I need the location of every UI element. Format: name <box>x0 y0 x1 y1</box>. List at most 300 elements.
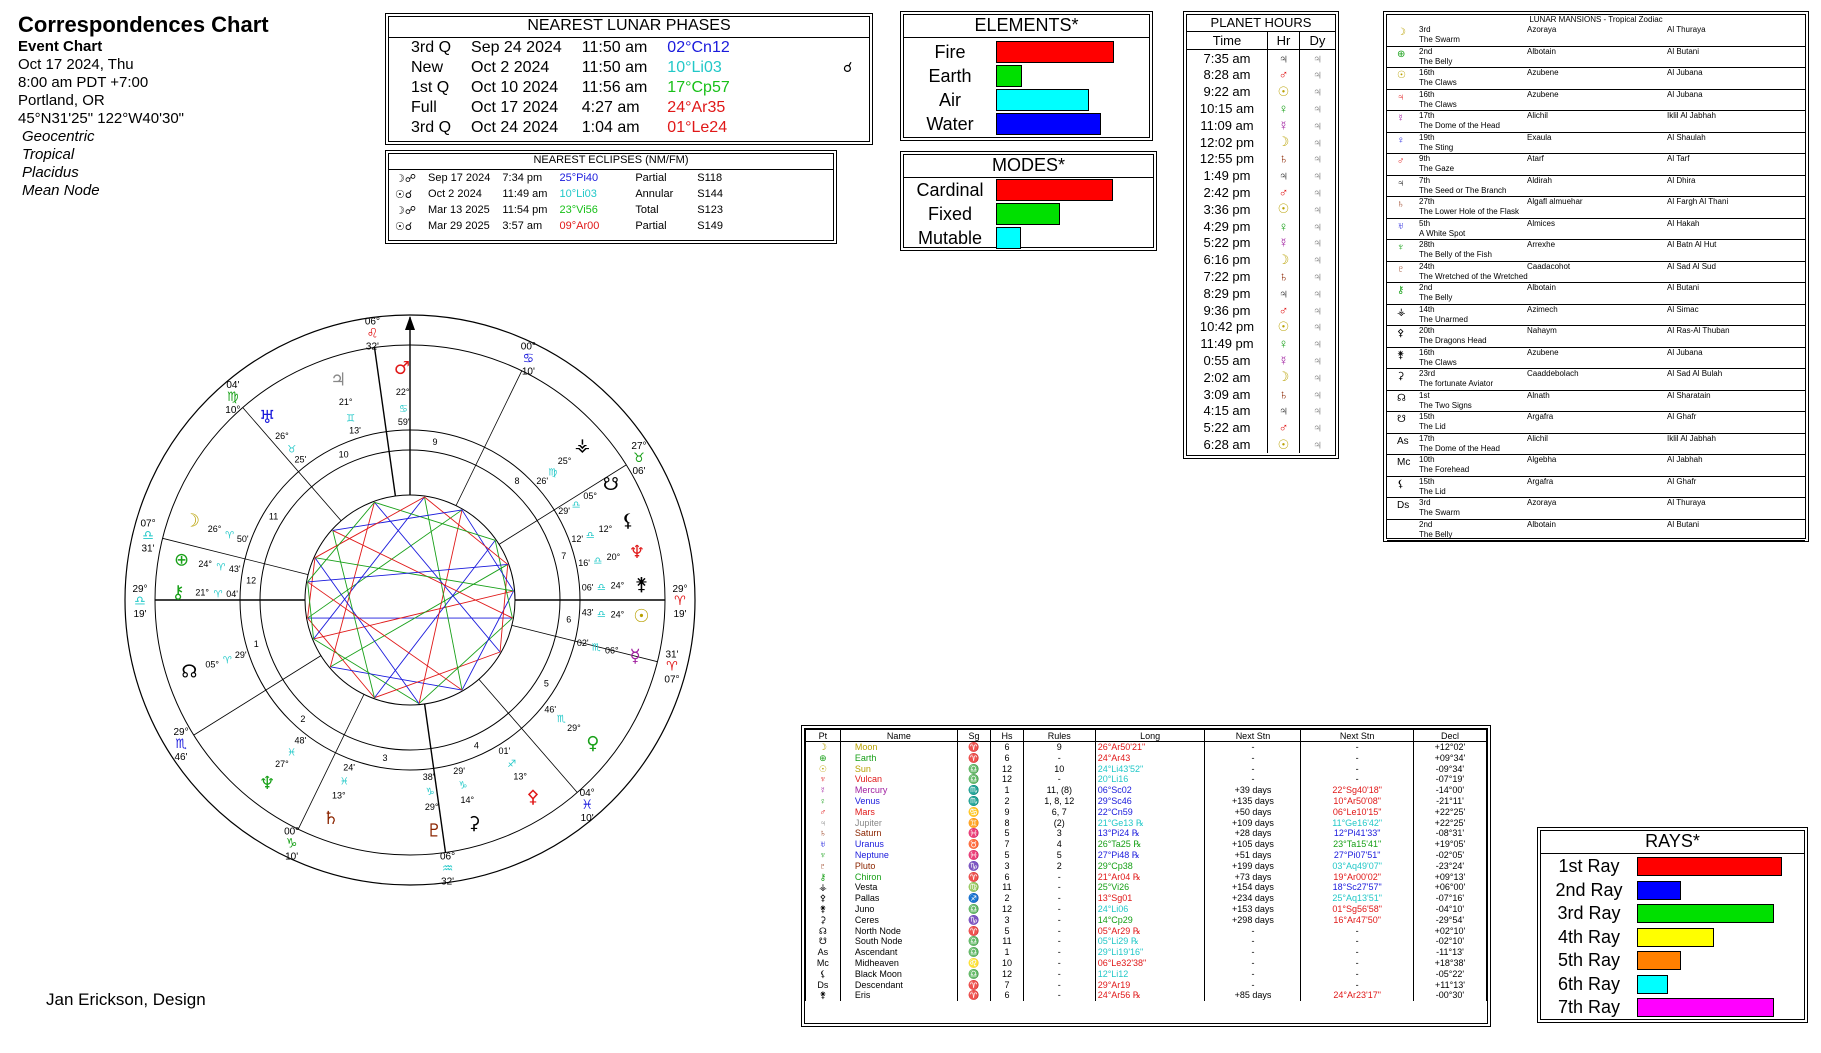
planet-house: 7 <box>991 839 1024 850</box>
planet-longitude: 26°Ar50'21" <box>1095 742 1205 753</box>
planet-hours-table <box>1187 32 1335 453</box>
element-label: Water <box>926 113 974 134</box>
planet-hour-glyph-icon: ☉ <box>1268 201 1300 218</box>
cusp-sign-icon: ♓ <box>581 797 593 813</box>
mansion-description: The Dome of the Head <box>1419 121 1500 130</box>
planet-name: Vesta <box>840 882 957 893</box>
planet-next-station-pos: - <box>1301 926 1414 937</box>
lunar-mansion-row <box>1387 25 1805 47</box>
mansion-arabic-name: Al Butani <box>1667 519 1700 529</box>
planet-glyph-icon: ♆ <box>806 850 841 861</box>
house-number: 12 <box>246 575 257 586</box>
planet-hour-row <box>1187 167 1335 184</box>
planet-longitude: 29°Li19'16" <box>1095 947 1205 958</box>
mansion-description: The Belly <box>1419 293 1453 302</box>
mansion-arabic-name: Al Shaulah <box>1667 132 1706 142</box>
mansion-planet-icon: ⚷ <box>1397 285 1405 296</box>
planet-glyph-icon: ♄ <box>806 828 841 839</box>
planet-next-station-pos: - <box>1301 742 1414 753</box>
planet-sign-icon: ♐ <box>507 758 517 770</box>
lunar-mansion-row <box>1387 520 1805 542</box>
planet-day-glyph-icon: ♃ <box>1312 437 1323 453</box>
planet-degree: 25° <box>557 455 572 466</box>
phase-date: Oct 2 2024 <box>471 59 550 76</box>
planet-table-row <box>806 796 1487 807</box>
planet-hour-glyph-icon: ☿ <box>1268 352 1300 369</box>
planet-next-station-pos: 01°Sg56'58" <box>1301 904 1414 915</box>
planet-minutes: 16' <box>578 557 590 568</box>
planet-day-glyph-icon: ♃ <box>1312 252 1323 268</box>
planet-degree: 05° <box>583 491 597 501</box>
planet-sign-icon: ♌ <box>957 958 990 969</box>
cusp-sign-icon: ♌ <box>366 326 379 342</box>
planet-day-glyph-icon: ♃ <box>1312 336 1323 352</box>
planet-hour-glyph-icon: ☽ <box>1268 251 1300 268</box>
mansion-description: The Sting <box>1419 142 1454 152</box>
aspect-line <box>308 558 315 618</box>
mansion-arabic-name: Al Thuraya <box>1667 498 1706 507</box>
planet-sign-icon: ♏ <box>957 785 990 796</box>
planet-sign-icon: ♎ <box>597 609 607 621</box>
midheaven-arrow-icon <box>405 316 415 330</box>
mansion-arabic-name: Al Butani <box>1667 283 1700 292</box>
planet-rules: - <box>1023 753 1095 764</box>
lunar-mansion-row <box>1387 455 1805 477</box>
ray-label: 1st Ray <box>1558 856 1620 877</box>
mansion-arabic-name: Al Ghafr <box>1667 476 1697 486</box>
planet-next-station-days: +28 days <box>1205 828 1301 839</box>
mansion-latin-name: Azubene <box>1527 347 1559 357</box>
planet-sign-icon: ♓ <box>957 850 990 861</box>
planet-glyph-icon: ⚳ <box>806 915 841 926</box>
mansion-arabic-name: Al Fargh Al Thani <box>1667 197 1729 206</box>
ray-bar <box>1637 928 1714 947</box>
planet-sign-icon: ♎ <box>597 582 607 594</box>
planet-hour-glyph-icon: ☿ <box>1268 117 1300 134</box>
mansion-description: The Claws <box>1419 99 1457 109</box>
planet-rules: - <box>1023 990 1095 1001</box>
planet-glyph-icon: ☿ <box>629 646 641 668</box>
ray-row <box>1541 973 1804 997</box>
planet-next-station-pos: - <box>1301 958 1414 969</box>
planet-next-station-days: +199 days <box>1205 861 1301 872</box>
mansion-latin-name: Albotain <box>1527 46 1556 56</box>
eclipses-table <box>389 170 729 234</box>
mansion-latin-name: Alnath <box>1527 390 1550 400</box>
planet-table-row <box>806 990 1487 1001</box>
phase-position: 01°Le24 <box>667 119 728 136</box>
planet-hour-row <box>1187 268 1335 285</box>
ascendant-marker-icon: ☌ <box>843 59 853 75</box>
planet-hour-time: 5:22 am <box>1187 419 1268 436</box>
planet-name: Descendant <box>840 980 957 991</box>
planet-sign-icon: ♉ <box>287 444 297 456</box>
planet-name: Mars <box>840 807 957 818</box>
planet-hour-glyph-icon: ☉ <box>1268 319 1300 336</box>
eclipse-position: 25°Pi40 <box>559 172 599 184</box>
planet-glyph-icon: ♀ <box>806 796 841 807</box>
planet-hour-time: 11:09 am <box>1187 117 1268 134</box>
planet-day-glyph-icon: ♃ <box>1312 50 1323 66</box>
cusp-degree: 00° <box>284 826 300 838</box>
element-row <box>904 64 1149 88</box>
planet-rules: 10 <box>1023 764 1095 775</box>
planet-hour-row <box>1187 419 1335 436</box>
planet-longitude: 13°Pi24 ℞ <box>1095 828 1205 839</box>
planet-table-col-header: Sg <box>957 730 990 742</box>
mansion-number: 3rd <box>1419 25 1431 34</box>
planet-declination: +06°00' <box>1413 882 1486 893</box>
rays-title: RAYS* <box>1541 831 1804 854</box>
mansion-latin-name: Arrexhe <box>1527 240 1556 249</box>
cusp-minutes: 07° <box>664 674 680 686</box>
planet-table-row <box>806 915 1487 926</box>
planet-minutes: 43' <box>228 564 241 575</box>
cusp-degree: 07° <box>140 518 156 530</box>
planet-hour-time: 0:55 am <box>1187 352 1268 369</box>
planet-hour-glyph-icon: ♄ <box>1268 268 1300 285</box>
mansion-latin-name: Azubene <box>1527 89 1559 99</box>
planet-glyph-icon: ♇ <box>806 861 841 872</box>
mansion-number: 24th <box>1419 261 1435 271</box>
mode-bar <box>996 203 1060 225</box>
mansion-arabic-name: Al Jabhah <box>1667 455 1703 464</box>
house-number: 9 <box>432 436 438 447</box>
mansion-latin-name: Argafra <box>1527 476 1554 486</box>
planet-hour-time: 2:42 pm <box>1187 184 1268 201</box>
planet-minutes: 43' <box>581 607 594 618</box>
mansion-description: The Belly of the Fish <box>1419 250 1492 259</box>
planet-sign-icon: ♏ <box>556 714 566 726</box>
house-number: 6 <box>566 614 572 625</box>
planet-name: Jupiter <box>840 818 957 829</box>
planet-hour-time: 2:02 am <box>1187 369 1268 386</box>
mansion-latin-name: Albotain <box>1527 283 1556 292</box>
lunar-mansion-row <box>1387 90 1805 112</box>
planet-next-station-days: - <box>1205 947 1301 958</box>
mansion-planet-icon: ☽ <box>1397 27 1406 38</box>
mansion-arabic-name: Al Ras-Al Thuban <box>1667 326 1730 335</box>
planet-hour-row <box>1187 251 1335 268</box>
planet-glyph-icon: Ds <box>806 980 841 991</box>
lunar-mansion-row <box>1387 219 1805 241</box>
cusp-degree: 04° <box>579 787 595 799</box>
lunar-mansions-title: LUNAR MANSIONS - Tropical Zodiac <box>1529 15 1663 24</box>
chart-place: Portland, OR <box>18 92 105 109</box>
cusp-minutes: 10' <box>521 366 535 378</box>
planet-longitude: 29°Cp38 <box>1095 861 1205 872</box>
planet-hour-row <box>1187 151 1335 168</box>
aspect-line <box>462 510 514 591</box>
lunar-mansions-rows <box>1387 25 1805 541</box>
planet-next-station-days: +85 days <box>1205 990 1301 1001</box>
planet-hour-time: 9:22 am <box>1187 83 1268 100</box>
mansion-arabic-name: Al Jubana <box>1667 347 1703 357</box>
planet-rules: 5 <box>1023 850 1095 861</box>
planet-hour-glyph-icon: ☉ <box>1268 83 1300 100</box>
planet-table-row <box>806 882 1487 893</box>
planet-sign-icon: ♈ <box>957 753 990 764</box>
cusp-minutes: 32' <box>365 341 379 353</box>
planet-table-col-header: Next Stn <box>1205 730 1301 742</box>
lunar-phases-title: NEAREST LUNAR PHASES <box>389 17 869 38</box>
house-cusp-line <box>479 679 577 792</box>
planet-sign-icon: ♊ <box>957 818 990 829</box>
planet-day-glyph-icon: ♃ <box>1312 235 1323 251</box>
mode-bar <box>996 227 1021 249</box>
planet-hour-time: 10:15 am <box>1187 100 1268 117</box>
planet-hours-header <box>1187 32 1335 49</box>
mode-row <box>904 178 1153 202</box>
planet-house: 6 <box>991 872 1024 883</box>
planet-rules: - <box>1023 774 1095 785</box>
setting-item: Placidus <box>22 164 79 181</box>
cusp-sign-icon: ♋ <box>522 351 535 367</box>
planet-minutes: 25' <box>294 454 307 465</box>
planet-degree: 14° <box>460 794 475 805</box>
cusp-sign-icon: ♎ <box>142 528 154 544</box>
planet-sign-icon: ♑ <box>957 915 990 926</box>
planet-glyph-icon: ⚵ <box>634 573 649 595</box>
planet-name: North Node <box>840 926 957 937</box>
cusp-degree: 06° <box>364 316 380 328</box>
planet-sign-icon: ♎ <box>957 904 990 915</box>
planet-table-row <box>806 936 1487 947</box>
lunar-mansion-row <box>1387 283 1805 305</box>
eclipse-kind: Partial <box>635 172 667 184</box>
planet-table-row <box>806 742 1487 753</box>
planet-hour-glyph-icon: ♂ <box>1268 184 1300 201</box>
planet-hour-time: 8:28 am <box>1187 67 1268 84</box>
planet-glyph-icon: ♄ <box>322 808 339 830</box>
modes-title: MODES* <box>904 155 1153 178</box>
ray-bar <box>1637 998 1774 1017</box>
lunar-mansion-row <box>1387 391 1805 413</box>
planet-degree: 29° <box>424 801 439 812</box>
mansion-number: 20th <box>1419 326 1435 335</box>
planet-day-glyph-icon: ♃ <box>1312 353 1323 369</box>
planet-declination: -23°24' <box>1413 861 1486 872</box>
planet-sign-icon: ♈ <box>957 990 990 1001</box>
planet-sign-icon: ♑ <box>957 861 990 872</box>
chart-header <box>18 12 338 200</box>
phase-time: 1:04 am <box>581 119 640 136</box>
mansion-description: A White Spot <box>1419 228 1466 238</box>
planet-declination: -08°31' <box>1413 828 1486 839</box>
ray-row <box>1541 926 1804 950</box>
planet-table-row <box>806 893 1487 904</box>
element-label: Air <box>939 89 961 110</box>
mansion-description: The Unarmed <box>1419 314 1468 324</box>
planet-hour-time: 12:55 pm <box>1187 151 1268 168</box>
planet-declination: -02°05' <box>1413 850 1486 861</box>
eclipse-date: Mar 29 2025 <box>428 220 490 232</box>
planet-sign-icon: ♈ <box>213 589 223 601</box>
planet-day-glyph-icon: ♃ <box>1312 269 1323 285</box>
lunar-mansion-row <box>1387 197 1805 219</box>
element-bar <box>996 89 1089 111</box>
mansion-planet-icon: ♄ <box>1397 199 1405 210</box>
planet-glyph-icon: ♅ <box>259 407 276 429</box>
ray-label: 5th Ray <box>1557 950 1621 971</box>
planet-house: 10 <box>991 958 1024 969</box>
mansion-planet-icon: ⚸ <box>1397 478 1405 490</box>
planet-longitude: 21°Ar04 ℞ <box>1095 872 1205 883</box>
credit-text: Jan Erickson, Design <box>46 990 206 1009</box>
planet-hour-time: 9:36 pm <box>1187 302 1268 319</box>
planet-sign-icon: ♈ <box>957 926 990 937</box>
planet-table-row <box>806 807 1487 818</box>
planet-sign-icon: ♈ <box>957 872 990 883</box>
planet-hour-row <box>1187 235 1335 252</box>
cusp-minutes: 19' <box>133 609 147 620</box>
mansion-planet-icon: ♅ <box>1397 220 1405 232</box>
mansion-number: 16th <box>1419 347 1435 357</box>
planet-declination: +11°13' <box>1413 980 1486 991</box>
planet-declination: -14°00' <box>1413 785 1486 796</box>
planet-name: Uranus <box>840 839 957 850</box>
mansion-number: 7th <box>1419 175 1431 185</box>
planet-sign-icon: ♓ <box>339 776 349 788</box>
planet-sign-icon: ♓ <box>287 747 297 759</box>
planet-glyph-icon: ♆ <box>806 774 841 785</box>
planet-glyph-icon: ⚷ <box>171 581 185 603</box>
planet-sign-icon: ♎ <box>571 500 581 511</box>
mansion-description: The Claws <box>1419 78 1457 87</box>
planet-day-glyph-icon: ♃ <box>1312 403 1323 419</box>
planet-sign-icon: ♐ <box>957 893 990 904</box>
lunar-mansion-row <box>1387 305 1805 327</box>
planet-house: 3 <box>991 861 1024 872</box>
planet-degree: 20° <box>606 551 621 562</box>
aspect-line <box>333 510 462 530</box>
house-number: 3 <box>382 753 388 764</box>
mansion-number: 27th <box>1419 197 1435 206</box>
mansion-latin-name: Azoraya <box>1527 25 1557 34</box>
mansion-arabic-name: Al Jubana <box>1667 68 1703 77</box>
planet-house: 12 <box>991 774 1024 785</box>
eclipse-row <box>389 170 729 186</box>
planet-table-row <box>806 753 1487 764</box>
planet-declination: +22°25' <box>1413 807 1486 818</box>
planet-next-station-pos: 12°Pi41'33" <box>1301 828 1414 839</box>
mansion-description: The Claws <box>1419 357 1457 367</box>
planet-next-station-pos: - <box>1301 980 1414 991</box>
eclipse-row <box>389 218 729 234</box>
planet-degree: 06° <box>605 645 619 656</box>
planet-next-station-pos: - <box>1301 774 1414 785</box>
planet-glyph-icon: ☋ <box>602 474 619 495</box>
planet-hour-glyph-icon: ♃ <box>1268 167 1300 184</box>
planet-table-col-header: Name <box>840 730 957 742</box>
planet-hour-glyph-icon: ♃ <box>1268 403 1300 420</box>
aspect-line <box>374 652 500 698</box>
mansion-arabic-name: Al Hakah <box>1667 218 1700 228</box>
planet-house: 9 <box>991 807 1024 818</box>
cusp-degree: 31' <box>665 649 679 661</box>
planet-hour-row <box>1187 319 1335 336</box>
mansion-number: 16th <box>1419 68 1435 77</box>
planet-hour-glyph-icon: ♂ <box>1268 67 1300 84</box>
mode-row <box>904 202 1153 226</box>
eclipse-date: Mar 13 2025 <box>428 204 490 216</box>
planet-hour-glyph-icon: ♂ <box>1268 419 1300 436</box>
rays-panel <box>1540 830 1805 1020</box>
cusp-minutes: 46' <box>174 752 188 764</box>
planet-house: 12 <box>991 969 1024 980</box>
planet-sign-icon: ♎ <box>593 556 603 568</box>
planet-name: Sun <box>840 764 957 775</box>
planet-hour-time: 4:29 pm <box>1187 218 1268 235</box>
planet-hour-glyph-icon: ♃ <box>1268 49 1300 66</box>
mansion-planet-icon: ⚵ <box>1397 349 1405 361</box>
ray-row <box>1541 996 1804 1020</box>
lunar-mansion-row <box>1387 498 1805 520</box>
planet-name: Mercury <box>840 785 957 796</box>
planet-glyph-icon: ☉ <box>806 764 841 775</box>
mansion-planet-icon: ♇ <box>1397 263 1405 275</box>
mansion-description: The Forehead <box>1419 465 1470 474</box>
cusp-degree: 29° <box>132 584 148 595</box>
planet-name: Pallas <box>840 893 957 904</box>
planet-next-station-days: +105 days <box>1205 839 1301 850</box>
house-number: 4 <box>473 740 479 751</box>
planet-glyph-icon: ⊕ <box>806 753 841 764</box>
eclipse-row <box>389 186 729 202</box>
modes-panel <box>903 154 1154 248</box>
planet-day-glyph-icon: ♃ <box>1312 302 1323 318</box>
mansion-planet-icon: ♀ <box>1397 134 1405 146</box>
elements-title: ELEMENTS* <box>904 15 1149 38</box>
mansion-number: 9th <box>1419 154 1431 163</box>
mansion-planet-icon: ♃ <box>1397 91 1405 103</box>
ray-label: 2nd Ray <box>1555 879 1623 900</box>
planet-hour-row <box>1187 218 1335 235</box>
mansion-arabic-name: Iklil Al Jabhah <box>1667 433 1716 443</box>
ray-bar <box>1637 904 1774 923</box>
lunar-mansion-row <box>1387 262 1805 284</box>
planet-hour-glyph-icon: ♄ <box>1268 386 1300 403</box>
mansion-description: The Swarm <box>1419 35 1460 44</box>
planet-house: 11 <box>991 882 1024 893</box>
planet-minutes: 26' <box>536 475 549 486</box>
lunar-phase-row <box>401 38 740 58</box>
mansion-latin-name: Exaula <box>1527 132 1552 142</box>
planet-longitude: 20°Li16 <box>1095 774 1205 785</box>
eclipse-kind: Total <box>635 204 659 216</box>
mansion-description: The Gaze <box>1419 164 1455 173</box>
mansion-planet-icon: ♃ <box>1397 177 1405 189</box>
planet-minutes: 48' <box>294 735 307 746</box>
mansion-latin-name: Albotain <box>1527 519 1556 529</box>
planet-glyph-icon: ⚸ <box>621 510 635 532</box>
setting-item: Tropical <box>22 146 75 163</box>
planet-glyph-icon: ☋ <box>806 936 841 947</box>
planet-minutes: 46' <box>544 704 557 715</box>
eclipses-title: NEAREST ECLIPSES (NM/FM) <box>389 154 833 170</box>
mansion-planet-icon: Ds <box>1397 500 1410 511</box>
phase-time: 4:27 am <box>581 99 640 116</box>
planet-rules: 11, (8) <box>1023 785 1095 796</box>
planet-house: 8 <box>991 818 1024 829</box>
planet-rules: - <box>1023 904 1095 915</box>
planet-longitude: 25°Vi26 <box>1095 882 1205 893</box>
planet-degree: 21° <box>195 587 209 598</box>
planet-minutes: 29' <box>558 506 571 516</box>
planet-hour-time: 11:49 pm <box>1187 335 1268 352</box>
planet-hour-row <box>1187 201 1335 218</box>
lunar-mansion-row <box>1387 477 1805 499</box>
